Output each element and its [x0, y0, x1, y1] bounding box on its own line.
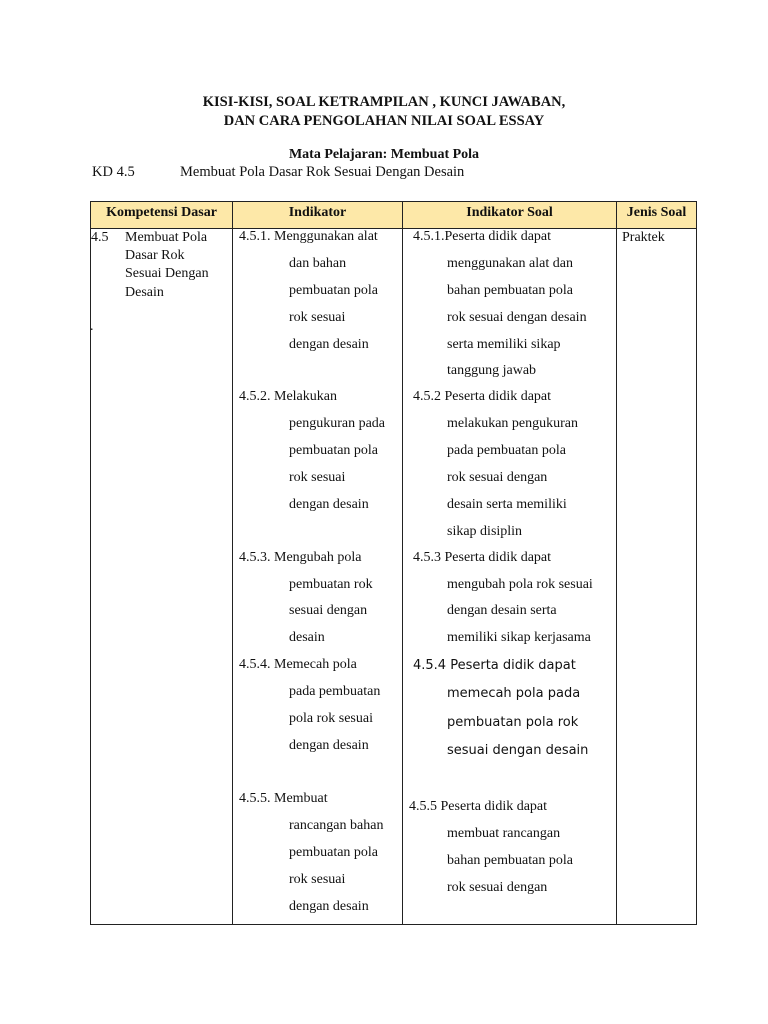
soal-4-line-4: sesuai dengan desain: [447, 743, 589, 758]
table-border-top: [90, 201, 697, 202]
indikator-3-line-3: sesuai dengan: [289, 603, 368, 618]
indikator-3-line-2: pembuatan rok: [289, 577, 373, 592]
indikator-2-line-2: pengukuran pada: [289, 416, 386, 431]
indikator-1-line-3: pembuatan pola: [289, 283, 379, 298]
indikator-4-line-4: dengan desain: [289, 738, 369, 753]
indikator-2-line-1: 4.5.2. Melakukan: [239, 389, 337, 404]
soal-2-line-3: pada pembuatan pola: [447, 443, 566, 458]
kompetensi-number: 4.5: [91, 230, 109, 245]
indikator-5-line-4: rok sesuai: [289, 872, 346, 887]
soal-2-line-6: sikap disiplin: [447, 524, 523, 539]
indikator-2-line-3: pembuatan pola: [289, 443, 379, 458]
soal-5-line-1: 4.5.5 Peserta didik dapat: [409, 799, 548, 814]
indikator-2-line-5: dengan desain: [289, 497, 369, 512]
jenis-soal-value: Praktek: [622, 230, 665, 245]
soal-3-line-3: dengan desain serta: [447, 603, 557, 618]
document-title-line-1: KISI-KISI, SOAL KETRAMPILAN , KUNCI JAWABAN,: [202, 94, 566, 110]
soal-2-line-2: melakukan pengukuran: [447, 416, 579, 431]
subject-heading: Mata Pelajaran: Membuat Pola: [288, 147, 480, 162]
soal-3-line-2: mengubah pola rok sesuai: [447, 577, 593, 592]
header-indikator: Indikator: [288, 205, 347, 220]
soal-4-line-3: pembuatan pola rok: [447, 715, 579, 730]
indikator-2-line-4: rok sesuai: [289, 470, 346, 485]
indikator-3-line-4: desain: [289, 630, 325, 645]
indikator-1-line-2: dan bahan: [289, 256, 347, 271]
header-indikator-soal: Indikator Soal: [466, 205, 553, 220]
soal-1-line-3: bahan pembuatan pola: [447, 283, 573, 298]
soal-1-line-4: rok sesuai dengan desain: [447, 310, 587, 325]
indikator-4-line-3: pola rok sesuai: [289, 711, 373, 726]
soal-2-line-4: rok sesuai dengan: [447, 470, 548, 485]
header-kompetensi-dasar: Kompetensi Dasar: [106, 205, 217, 220]
kompetensi-line-4: Desain: [125, 285, 164, 300]
indikator-3-line-1: 4.5.3. Mengubah pola: [239, 550, 362, 565]
indikator-5-line-5: dengan desain: [289, 899, 369, 914]
indikator-5-line-2: rancangan bahan: [289, 818, 384, 833]
soal-3-line-4: memiliki sikap kerjasama: [447, 630, 591, 645]
indikator-5-line-1: 4.5.5. Membuat: [239, 791, 328, 806]
soal-2-line-1: 4.5.2 Peserta didik dapat: [413, 389, 552, 404]
kd-description: Membuat Pola Dasar Rok Sesuai Dengan Desain: [180, 164, 465, 180]
indikator-5-line-3: pembuatan pola: [289, 845, 379, 860]
soal-1-line-2: menggunakan alat dan: [447, 256, 573, 271]
kompetensi-stray-dot: .: [90, 319, 94, 334]
soal-2-line-5: desain serta memiliki: [447, 497, 567, 512]
kd-code: KD 4.5: [92, 164, 135, 180]
soal-1-line-5: serta memiliki sikap: [447, 337, 561, 352]
table-border-left: [90, 201, 91, 925]
soal-5-line-3: bahan pembuatan pola: [447, 853, 573, 868]
column-divider-2: [402, 201, 403, 925]
indikator-1-line-1: 4.5.1. Menggunakan alat: [239, 229, 378, 244]
indikator-4-line-2: pada pembuatan: [289, 684, 381, 699]
kompetensi-line-1: Membuat Pola: [125, 230, 208, 245]
indikator-1-line-5: dengan desain: [289, 337, 369, 352]
soal-4-line-2: memecah pola pada: [447, 686, 581, 701]
kompetensi-line-2: Dasar Rok: [125, 248, 185, 263]
soal-4-line-1: 4.5.4 Peserta didik dapat: [413, 658, 576, 673]
indikator-4-line-1: 4.5.4. Memecah pola: [239, 657, 357, 672]
indikator-1-line-4: rok sesuai: [289, 310, 346, 325]
table-border-right: [696, 201, 697, 925]
soal-5-line-2: membuat rancangan: [447, 826, 561, 841]
soal-3-line-1: 4.5.3 Peserta didik dapat: [413, 550, 552, 565]
soal-1-line-1: 4.5.1.Peserta didik dapat: [413, 229, 552, 244]
soal-5-line-4: rok sesuai dengan: [447, 880, 548, 895]
table-border-bottom: [90, 924, 697, 925]
header-jenis-soal: Jenis Soal: [626, 205, 687, 220]
soal-1-line-6: tanggung jawab: [447, 363, 537, 378]
document-title-line-2: DAN CARA PENGOLAHAN NILAI SOAL ESSAY: [223, 113, 545, 129]
column-divider-3: [616, 201, 617, 925]
kompetensi-line-3: Sesuai Dengan: [125, 266, 209, 281]
column-divider-1: [232, 201, 233, 925]
